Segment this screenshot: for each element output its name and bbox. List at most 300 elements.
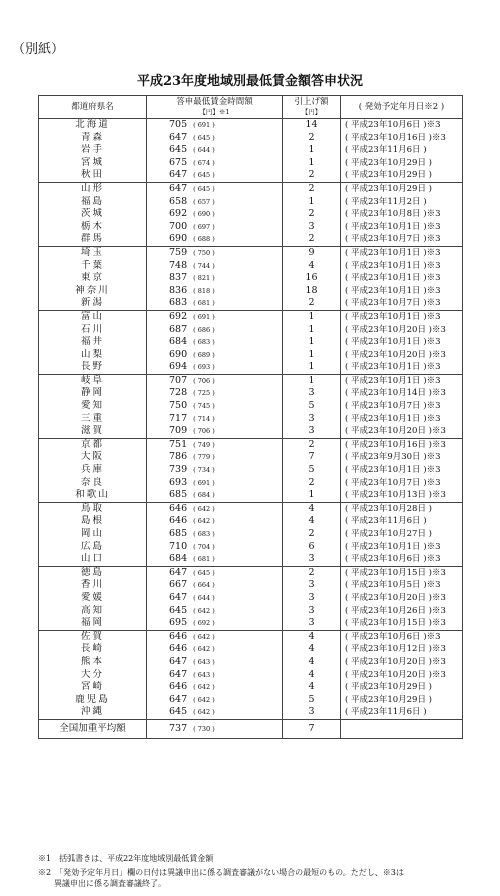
table-row [39, 260, 463, 273]
table-row [39, 694, 463, 707]
wage-cell [147, 233, 283, 246]
prefecture-cell: 京都 [39, 438, 147, 451]
date-cell: ( 平成23年10月1日 )※3 [341, 285, 463, 298]
increase-cell: 1 [283, 310, 341, 323]
increase-cell: 5 [283, 400, 341, 413]
wage-value: 646 [169, 515, 188, 527]
table-row [39, 502, 463, 515]
wage-value: 710 [169, 540, 188, 552]
increase-cell: 1 [283, 489, 341, 502]
table-row [39, 553, 463, 566]
wage-value: 647 [169, 131, 188, 143]
prev-wage-value: ( 689 ) [193, 350, 215, 359]
table-row [39, 579, 463, 592]
prefecture-cell: 愛媛 [39, 592, 147, 605]
date-cell: ( 平成23年10月28日 ) [341, 502, 463, 515]
prev-wage-value: ( 725 ) [193, 389, 215, 398]
table-row [39, 132, 463, 145]
increase-cell: 4 [283, 515, 341, 528]
date-cell: ( 平成23年10月7日 )※3 [341, 297, 463, 310]
table-row [39, 669, 463, 682]
table-row [39, 489, 463, 502]
document-title: 平成23年度地域別最低賃金額答申状況 [136, 74, 364, 89]
increase-header-unit: 【円】 [301, 108, 322, 116]
prefecture-cell: 島根 [39, 515, 147, 528]
wage-cell [147, 592, 283, 605]
date-cell: ( 平成23年10月1日 )※3 [341, 464, 463, 477]
wage-header-unit: 【円】※1 [199, 108, 230, 116]
prefecture-cell: 三重 [39, 413, 147, 426]
prev-wage-value: ( 642 ) [193, 645, 215, 654]
date-cell: ( 平成23年10月15日 )※3 [341, 617, 463, 630]
wage-cell [147, 630, 283, 643]
prefecture-cell: 愛知 [39, 400, 147, 413]
wage-value: 647 [169, 169, 188, 181]
prev-wage-value: ( 706 ) [193, 376, 215, 385]
date-cell: ( 平成23年10月7日 )※3 [341, 400, 463, 413]
average-prev-wage: ( 730 ) [193, 724, 215, 733]
prev-wage-value: ( 821 ) [193, 274, 215, 283]
wage-value: 700 [169, 220, 188, 232]
wage-cell [147, 119, 283, 132]
prev-wage-value: ( 749 ) [193, 440, 215, 449]
wage-value: 658 [169, 195, 188, 207]
prev-wage-value: ( 642 ) [193, 683, 215, 692]
average-date [341, 719, 463, 738]
date-cell: ( 平成23年10月14日 )※3 [341, 387, 463, 400]
prefecture-cell: 佐賀 [39, 630, 147, 643]
increase-cell: 2 [283, 233, 341, 246]
wage-value: 647 [169, 591, 188, 603]
table-row [39, 515, 463, 528]
prefecture-cell: 大阪 [39, 451, 147, 464]
increase-cell: 2 [283, 208, 341, 221]
prev-wage-value: ( 690 ) [193, 210, 215, 219]
wage-value: 717 [169, 412, 188, 424]
table-row [39, 374, 463, 387]
table-header-row [39, 96, 463, 119]
table-row [39, 605, 463, 618]
prev-wage-value: ( 642 ) [193, 708, 215, 717]
increase-cell: 3 [283, 413, 341, 426]
table-body [39, 119, 463, 720]
increase-cell: 4 [283, 669, 341, 682]
prefecture-cell: 山口 [39, 553, 147, 566]
increase-cell: 1 [283, 144, 341, 157]
date-cell: ( 平成23年10月8日 )※3 [341, 208, 463, 221]
wage-cell [147, 297, 283, 310]
prefecture-cell: 岡山 [39, 528, 147, 541]
increase-cell: 1 [283, 349, 341, 362]
date-cell: ( 平成23年10月1日 )※3 [341, 413, 463, 426]
date-cell: ( 平成23年10月6日 )※3 [341, 630, 463, 643]
increase-cell: 3 [283, 221, 341, 234]
increase-cell: 1 [283, 324, 341, 337]
footnote-2: ※2 「発効予定年月日」欄の日付は異議申出に係る調査審議がない場合の最短のもの。ただし、※3は [38, 868, 404, 877]
wage-cell [147, 477, 283, 490]
increase-cell: 2 [283, 528, 341, 541]
prefecture-cell: 群馬 [39, 233, 147, 246]
increase-cell: 1 [283, 361, 341, 374]
wage-value: 692 [169, 310, 188, 322]
average-row [39, 719, 463, 738]
table-row [39, 233, 463, 246]
wage-cell [147, 169, 283, 182]
increase-cell: 3 [283, 387, 341, 400]
wage-value: 695 [169, 617, 188, 629]
wage-cell [147, 132, 283, 145]
prev-wage-value: ( 688 ) [193, 235, 215, 244]
prefecture-cell: 和歌山 [39, 489, 147, 502]
table-row [39, 617, 463, 630]
prefecture-cell: 新潟 [39, 297, 147, 310]
wage-value: 693 [169, 476, 188, 488]
wage-value: 645 [169, 604, 188, 616]
prefecture-cell: 千葉 [39, 260, 147, 273]
wage-cell [147, 285, 283, 298]
wage-cell [147, 310, 283, 323]
prev-wage-value: ( 691 ) [193, 312, 215, 321]
prefecture-cell: 宮崎 [39, 681, 147, 694]
footnote-2-cont: 異議申出に係る調査審議終了。 [38, 879, 166, 888]
prefecture-cell: 埼玉 [39, 246, 147, 259]
wage-value: 709 [169, 425, 188, 437]
date-cell: ( 平成23年10月20日 )※3 [341, 324, 463, 337]
wage-value: 759 [169, 246, 188, 258]
date-cell: ( 平成23年10月1日 )※3 [341, 272, 463, 285]
date-cell: ( 平成23年10月1日 )※3 [341, 374, 463, 387]
prefecture-cell: 香川 [39, 579, 147, 592]
increase-cell: 6 [283, 541, 341, 554]
wage-cell [147, 451, 283, 464]
wage-value: 751 [169, 438, 188, 450]
wage-cell [147, 144, 283, 157]
wage-cell [147, 196, 283, 209]
increase-cell: 5 [283, 464, 341, 477]
date-cell: ( 平成23年10月29日 ) [341, 182, 463, 195]
wage-value: 646 [169, 643, 188, 655]
prev-wage-value: ( 645 ) [193, 568, 215, 577]
prev-wage-value: ( 779 ) [193, 453, 215, 462]
wage-cell [147, 464, 283, 477]
date-cell: ( 平成23年10月29日 ) [341, 157, 463, 170]
wage-value: 837 [169, 272, 188, 284]
date-cell: ( 平成23年10月29日 ) [341, 169, 463, 182]
wage-cell [147, 502, 283, 515]
increase-cell: 4 [283, 681, 341, 694]
increase-cell: 16 [283, 272, 341, 285]
table-row [39, 451, 463, 464]
prefecture-cell: 福島 [39, 196, 147, 209]
table-row [39, 119, 463, 132]
average-increase: 7 [283, 719, 341, 738]
wage-value: 683 [169, 297, 188, 309]
wage-value: 646 [169, 630, 188, 642]
wage-cell [147, 643, 283, 656]
prefecture-cell: 高知 [39, 605, 147, 618]
date-cell: ( 平成23年10月20日 )※3 [341, 592, 463, 605]
minimum-wage-table [38, 95, 463, 739]
increase-cell: 3 [283, 579, 341, 592]
date-cell: ( 平成23年10月7日 )※3 [341, 477, 463, 490]
date-cell: ( 平成23年10月1日 )※3 [341, 541, 463, 554]
date-cell: ( 平成23年10月5日 )※3 [341, 579, 463, 592]
prev-wage-value: ( 644 ) [193, 593, 215, 602]
table-row [39, 477, 463, 490]
prev-wage-value: ( 686 ) [193, 325, 215, 334]
col-header-wage [147, 96, 283, 119]
wage-cell [147, 528, 283, 541]
prev-wage-value: ( 745 ) [193, 402, 215, 411]
prev-wage-value: ( 691 ) [193, 121, 215, 129]
prefecture-cell: 長崎 [39, 643, 147, 656]
table-row [39, 182, 463, 195]
table-row [39, 400, 463, 413]
wage-cell [147, 579, 283, 592]
prefecture-cell: 秋田 [39, 169, 147, 182]
wage-value: 675 [169, 156, 188, 168]
date-cell: ( 平成23年10月1日 )※3 [341, 361, 463, 374]
increase-cell: 14 [283, 119, 341, 132]
date-cell: ( 平成23年10月20日 )※3 [341, 349, 463, 362]
table-row [39, 541, 463, 554]
wage-value: 690 [169, 348, 188, 360]
date-cell: ( 平成23年10月26日 )※3 [341, 605, 463, 618]
wage-cell [147, 515, 283, 528]
increase-cell: 4 [283, 656, 341, 669]
increase-cell: 3 [283, 592, 341, 605]
wage-cell [147, 324, 283, 337]
date-cell: ( 平成23年10月6日 )※3 [341, 119, 463, 132]
prefecture-cell: 茨城 [39, 208, 147, 221]
table-row [39, 297, 463, 310]
prefecture-cell: 北海道 [39, 119, 147, 132]
col-header-increase [283, 96, 341, 119]
table-row [39, 157, 463, 170]
wage-value: 748 [169, 259, 188, 271]
date-cell: ( 平成23年10月13日 )※3 [341, 489, 463, 502]
prev-wage-value: ( 642 ) [193, 517, 215, 526]
wage-cell [147, 260, 283, 273]
wage-cell [147, 617, 283, 630]
prev-wage-value: ( 684 ) [193, 491, 215, 500]
table-row [39, 438, 463, 451]
date-cell: ( 平成23年11月2日 ) [341, 196, 463, 209]
table-row [39, 706, 463, 719]
table-row [39, 361, 463, 374]
wage-value: 646 [169, 681, 188, 693]
wage-value: 667 [169, 579, 188, 591]
prefecture-cell: 山梨 [39, 349, 147, 362]
wage-cell [147, 246, 283, 259]
table-row [39, 681, 463, 694]
wage-value: 645 [169, 144, 188, 156]
table-row [39, 643, 463, 656]
prefecture-cell: 東京 [39, 272, 147, 285]
wage-value: 692 [169, 208, 188, 220]
wage-cell [147, 387, 283, 400]
prev-wage-value: ( 645 ) [193, 184, 215, 193]
wage-value: 750 [169, 400, 188, 412]
wage-cell [147, 349, 283, 362]
attachment-label: （別紙） [12, 42, 65, 57]
wage-value: 728 [169, 387, 188, 399]
average-label: 全国加重平均額 [39, 719, 147, 738]
date-cell: ( 平成23年10月1日 )※3 [341, 221, 463, 234]
prev-wage-value: ( 704 ) [193, 542, 215, 551]
increase-cell: 3 [283, 605, 341, 618]
wage-cell [147, 425, 283, 438]
increase-cell: 7 [283, 451, 341, 464]
prev-wage-value: ( 683 ) [193, 338, 215, 347]
prefecture-cell: 静岡 [39, 387, 147, 400]
prev-wage-value: ( 645 ) [193, 171, 215, 180]
wage-value: 690 [169, 233, 188, 245]
wage-value: 647 [169, 668, 188, 680]
wage-cell [147, 400, 283, 413]
date-cell: ( 平成23年10月20日 )※3 [341, 656, 463, 669]
prefecture-cell: 神奈川 [39, 285, 147, 298]
table-row [39, 387, 463, 400]
increase-cell: 3 [283, 617, 341, 630]
wage-value: 645 [169, 706, 188, 718]
prefecture-cell: 福岡 [39, 617, 147, 630]
prefecture-cell: 青森 [39, 132, 147, 145]
prev-wage-value: ( 691 ) [193, 478, 215, 487]
prefecture-cell: 石川 [39, 324, 147, 337]
table-row [39, 324, 463, 337]
date-cell: ( 平成23年10月27日 ) [341, 528, 463, 541]
date-cell: ( 平成23年11月6日 ) [341, 515, 463, 528]
table-row [39, 656, 463, 669]
date-cell: ( 平成23年10月16日 )※3 [341, 438, 463, 451]
table-row [39, 528, 463, 541]
wage-cell [147, 489, 283, 502]
prev-wage-value: ( 744 ) [193, 261, 215, 270]
table-row [39, 246, 463, 259]
table-row [39, 630, 463, 643]
date-cell: ( 平成23年10月1日 )※3 [341, 246, 463, 259]
wage-value: 687 [169, 323, 188, 335]
prefecture-cell: 鹿児島 [39, 694, 147, 707]
increase-cell: 2 [283, 132, 341, 145]
table-row [39, 310, 463, 323]
date-cell: ( 平成23年10月6日 )※3 [341, 553, 463, 566]
wage-value: 739 [169, 464, 188, 476]
wage-cell [147, 182, 283, 195]
increase-cell: 5 [283, 694, 341, 707]
increase-header-label: 引上げ額 [294, 97, 329, 107]
table-row [39, 221, 463, 234]
table-row [39, 425, 463, 438]
table-row [39, 464, 463, 477]
wage-cell [147, 694, 283, 707]
prev-wage-value: ( 644 ) [193, 146, 215, 155]
date-cell: ( 平成23年10月29日 ) [341, 681, 463, 694]
wage-cell [147, 413, 283, 426]
increase-cell: 2 [283, 182, 341, 195]
wage-cell [147, 669, 283, 682]
date-cell: ( 平成23年10月16日 )※3 [341, 132, 463, 145]
increase-cell: 1 [283, 196, 341, 209]
wage-header-label: 答申最低賃金時間額 [176, 97, 253, 107]
wage-cell [147, 681, 283, 694]
wage-cell [147, 221, 283, 234]
increase-cell: 3 [283, 553, 341, 566]
wage-cell [147, 157, 283, 170]
table-row [39, 208, 463, 221]
average-wage-value: 737 [169, 722, 188, 734]
prefecture-cell: 栃木 [39, 221, 147, 234]
prev-wage-value: ( 645 ) [193, 133, 215, 142]
wage-cell [147, 541, 283, 554]
wage-value: 684 [169, 553, 188, 565]
increase-cell: 2 [283, 438, 341, 451]
increase-cell: 9 [283, 246, 341, 259]
table-row [39, 196, 463, 209]
increase-cell: 1 [283, 336, 341, 349]
date-cell: ( 平成23年10月1日 )※3 [341, 336, 463, 349]
wage-value: 694 [169, 361, 188, 373]
prev-wage-value: ( 642 ) [193, 504, 215, 513]
increase-cell: 18 [283, 285, 341, 298]
table-row [39, 592, 463, 605]
wage-value: 647 [169, 693, 188, 705]
wage-value: 786 [169, 451, 188, 463]
table-row [39, 336, 463, 349]
wage-value: 647 [169, 566, 188, 578]
date-cell: ( 平成23年10月1日 )※3 [341, 310, 463, 323]
increase-cell: 4 [283, 630, 341, 643]
wage-value: 685 [169, 489, 188, 501]
prefecture-cell: 富山 [39, 310, 147, 323]
increase-cell: 3 [283, 706, 341, 719]
wage-value: 836 [169, 284, 188, 296]
prefecture-cell: 宮城 [39, 157, 147, 170]
prev-wage-value: ( 683 ) [193, 530, 215, 538]
col-header-date: ( 発効予定年月日※2 ) [341, 96, 463, 119]
prefecture-cell: 山形 [39, 182, 147, 195]
table-row [39, 566, 463, 579]
table-row [39, 169, 463, 182]
prefecture-cell: 岐阜 [39, 374, 147, 387]
increase-cell: 4 [283, 643, 341, 656]
prev-wage-value: ( 693 ) [193, 363, 215, 372]
wage-value: 707 [169, 374, 188, 386]
wage-cell [147, 361, 283, 374]
prev-wage-value: ( 681 ) [193, 555, 215, 564]
prev-wage-value: ( 697 ) [193, 222, 215, 231]
prev-wage-value: ( 750 ) [193, 248, 215, 257]
wage-cell [147, 605, 283, 618]
prev-wage-value: ( 674 ) [193, 158, 215, 167]
prefecture-cell: 兵庫 [39, 464, 147, 477]
wage-cell [147, 374, 283, 387]
prev-wage-value: ( 706 ) [193, 427, 215, 436]
date-cell: ( 平成23年10月15日 )※3 [341, 566, 463, 579]
wage-cell [147, 656, 283, 669]
prefecture-cell: 福井 [39, 336, 147, 349]
prev-wage-value: ( 664 ) [193, 581, 215, 590]
wage-value: 647 [169, 655, 188, 667]
prev-wage-value: ( 681 ) [193, 299, 215, 308]
prefecture-cell: 奈良 [39, 477, 147, 490]
increase-cell: 2 [283, 477, 341, 490]
table-row [39, 144, 463, 157]
prefecture-cell: 滋賀 [39, 425, 147, 438]
increase-cell: 4 [283, 260, 341, 273]
prev-wage-value: ( 734 ) [193, 466, 215, 475]
